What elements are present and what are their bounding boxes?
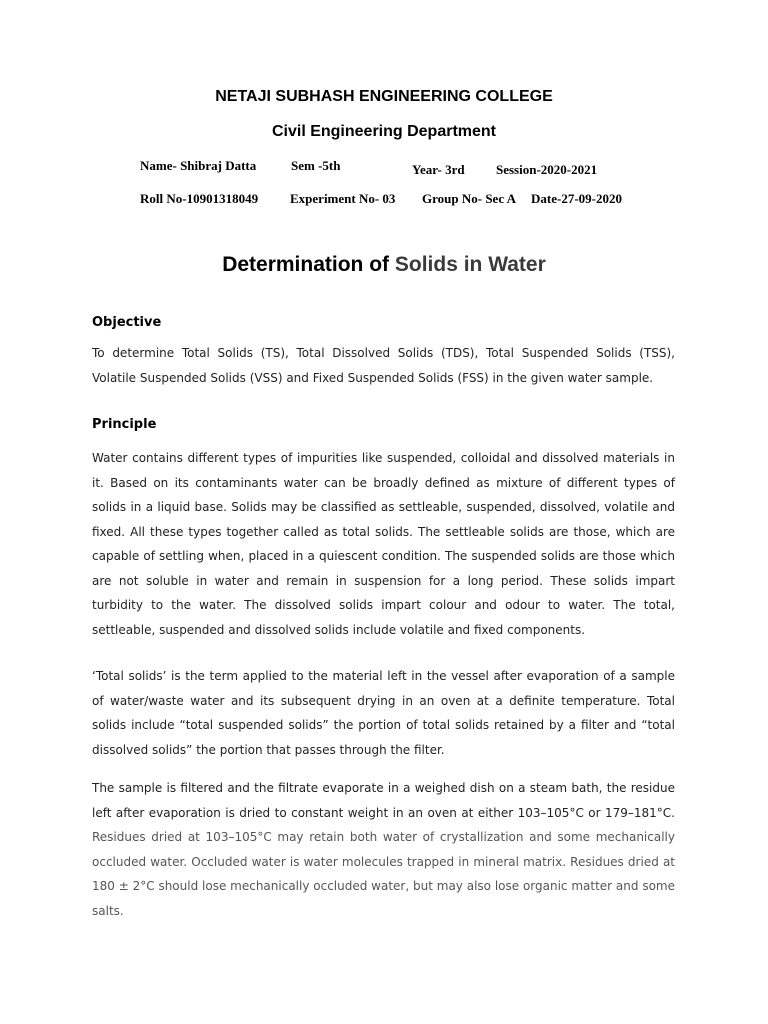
paragraph-3-continued: Residues dried at 103–105°C may retain both water of crystallization and some mechanically occluded water. Occluded water is water molecules trapped in mineral matrix. Residues dried at 180 ± 2°C should lose mechanically occluded water, but may also lose organic matter and some salts. xyxy=(92,830,675,918)
experiment-number: Experiment No- 03 xyxy=(290,191,396,206)
experiment-date: Date-27-09-2020 xyxy=(531,191,622,206)
title-accent: Solids in Water xyxy=(394,253,546,276)
student-name: Name- Shibraj Datta xyxy=(140,158,257,173)
paragraph-3-main: The sample is filtered and the filtrate evaporate in a weighed dish on a steam bath, the residue left after evaporation is dried to constant weight in an oven at either 103–105°C or 179–181°C. xyxy=(92,781,675,820)
objective-heading: Objective xyxy=(92,315,162,330)
principle-paragraph-2: ‘Total solids’ is the term applied to the material left in the vessel after evaporation of a sample of water/waste water and its subsequent drying in an oven at a definite temperature. Total solids include “total suspended solids” the portion of total solids retained by a filter and “total dissolved solids” the portion that passes through the filter. xyxy=(92,669,675,757)
year: Year- 3rd xyxy=(412,162,465,177)
college-name: NETAJI SUBHASH ENGINEERING COLLEGE xyxy=(215,88,553,105)
principle-paragraph-3 xyxy=(92,776,675,923)
group-number: Group No- Sec A xyxy=(422,191,517,206)
department-name: Civil Engineering Department xyxy=(271,123,497,140)
semester: Sem -5th xyxy=(291,158,341,173)
principle-heading: Principle xyxy=(92,417,157,432)
objective-text: To determine Total Solids (TS), Total Dissolved Solids (TDS), Total Suspended Solids (TSS), Volatile Suspended Solids (VSS) and Fixed Suspended Solids (FSS) in the given water sample. xyxy=(92,346,675,385)
session: Session-2020-2021 xyxy=(496,162,598,177)
principle-paragraph-1: Water contains different types of impurities like suspended, colloidal and dissolved materials in it. Based on its contaminants water can be broadly defined as mixture of different types of solids in a liquid base. Solids may be classified as settleable, suspended, dissolved, volatile and fixed. All these types together called as total solids. The settleable solids are those, which are capable of settling when, placed in a quiescent condition. The suspended solids are those which are not soluble in water and remain in suspension for a long period. These solids impart turbidity to the water. The dissolved solids impart colour and odour to water. The total, settleable, suspended and dissolved solids include volatile and fixed components. xyxy=(92,451,675,637)
roll-number: Roll No-10901318049 xyxy=(140,191,259,206)
title-prefix: Determination of xyxy=(222,253,395,276)
document-title xyxy=(0,253,768,277)
